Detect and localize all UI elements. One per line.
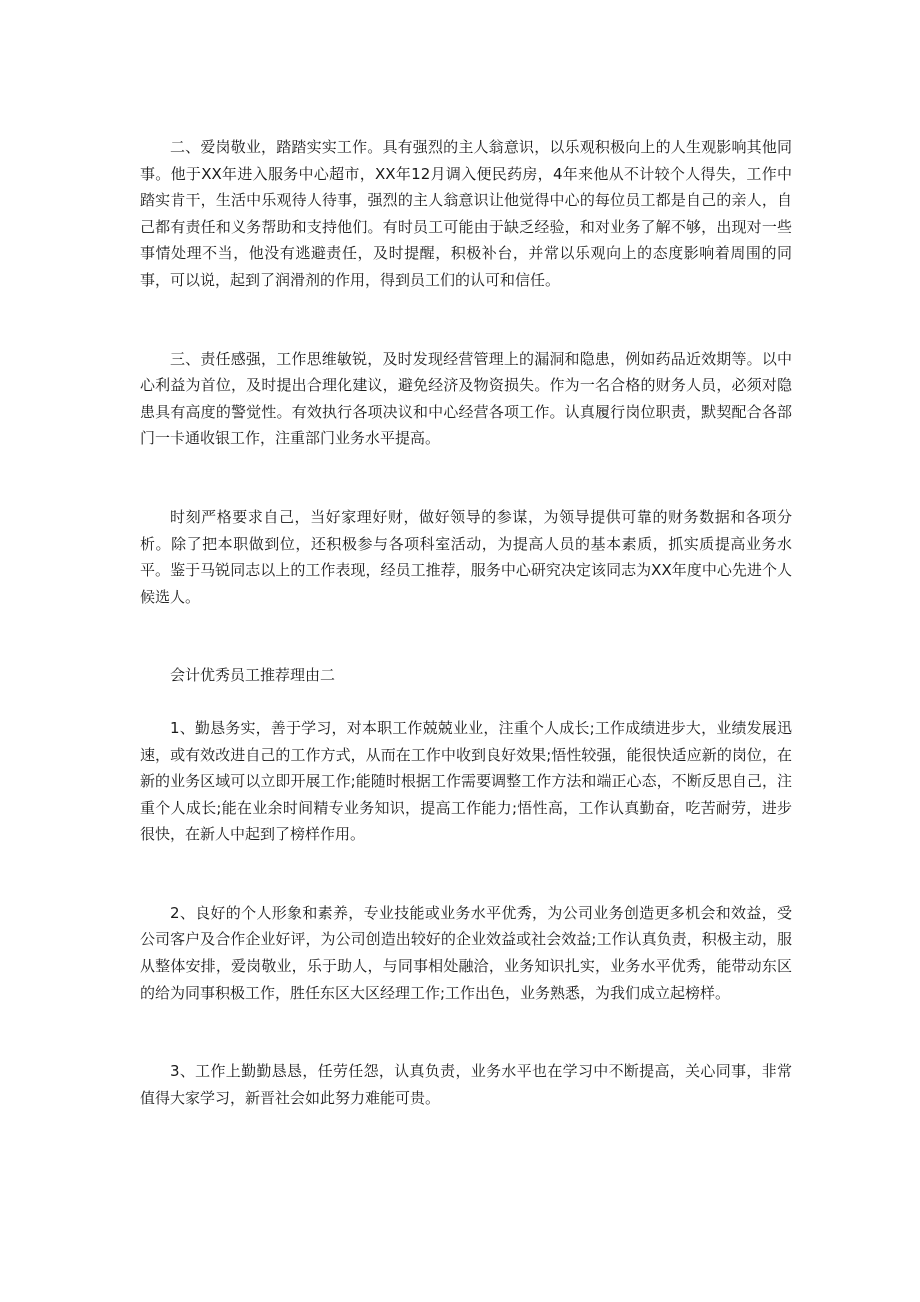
paragraph-spacer	[140, 452, 792, 504]
paragraph-conclusion: 时刻严格要求自己，当好家理好财，做好领导的参谋，为领导提供可靠的财务数据和各项分析。除了把本职做到位，还积极参与各项科室活动，为提高人员的基本素质，抓实质提高业务水平。鉴于马锐同志以上的工作表现，经员工推荐，服务中心研究决定该同志为XX年度中心先进个人候选人。	[140, 507, 792, 606]
list-item: 3、工作上勤勤恳恳，任劳任怨，认真负责，业务水平也在学习中不断提高，关心同事，非常值得大家学习，新晋社会如此努力难能可贵。	[140, 1062, 792, 1107]
paragraph-spacer	[140, 610, 792, 662]
paragraph-spacer	[140, 848, 792, 900]
paragraph-spacer	[140, 689, 792, 715]
document-body	[140, 134, 792, 1111]
list-item: 1、勤恳务实，善于学习，对本职工作兢兢业业，注重个人成长;工作成绩进步大，业绩发展迅速，或有效改进自己的工作方式，从而在工作中收到良好效果;悟性较强，能很快适应新的岗位，在新的业务区域可以立即开展工作;能随时根据工作需要调整工作方法和端正心态，不断反思自己，注重个人成长;能在业余时间精专业务知识，提高工作能力;悟性高，工作认真勤奋，吃苦耐劳，进步很快，在新人中起到了榜样作用。	[140, 718, 792, 844]
paragraph-responsibility: 三、责任感强，工作思维敏锐，及时发现经营管理上的漏洞和隐患，例如药品近效期等。以中心利益为首位，及时提出合理化建议，避免经济及物资损失。作为一名合格的财务人员，必须对隐患具有高度的警觉性。有效执行各项决议和中心经营各项工作。认真履行岗位职责，默契配合各部门一卡通收银工作，注重部门业务水平提高。	[140, 349, 792, 448]
section-heading: 会计优秀员工推荐理由二	[170, 666, 336, 685]
paragraph-spacer	[140, 1006, 792, 1058]
paragraph-dedication: 二、爱岗敬业，踏踏实实工作。具有强烈的主人翁意识，以乐观积极向上的人生观影响其他同事。他于XX年进入服务中心超市，XX年12月调入便民药房，4年来他从不计较个人得失，工作中踏实肯干，生活中乐观待人待事，强烈的主人翁意识让他觉得中心的每位员工都是自己的亲人，自己都有责任和义务帮助和支持他们。有时员工可能由于缺乏经验，和对业务了解不够，出现对一些事情处理不当，他没有逃避责任，及时提醒，积极补台，并常以乐观向上的态度影响着周围的同事，可以说，起到了润滑剂的作用，得到员工们的认可和信任。	[140, 138, 792, 289]
paragraph-spacer	[140, 294, 792, 346]
list-item: 2、良好的个人形象和素养，专业技能或业务水平优秀，为公司业务创造更多机会和效益，受公司客户及合作企业好评，为公司创造出较好的企业效益或社会效益;工作认真负责，积极主动，服从整体安排，爱岗敬业，乐于助人，与同事相处融洽，业务知识扎实，业务水平优秀，能带动东区的给为同事积极工作，胜任东区大区经理工作;工作出色，业务熟悉，为我们成立起榜样。	[140, 903, 792, 1002]
